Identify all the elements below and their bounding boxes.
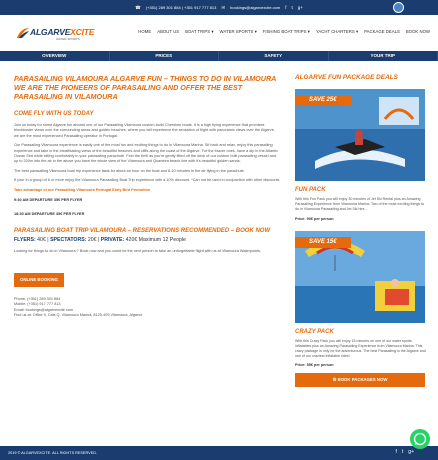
- fun-pack-description: With this Fun Pack you will enjoy 30 minutes of Jet Ski Rental plus an Amazing Parasailing Experience from Vilamoura Marina. Two of the most exciting things to do in Vilamoura Parasailing and Jet Ski hire...: [295, 197, 425, 212]
- group-discount-paragraph: If your in a group of 6 or more enjoy the Vilamoura Parasailing Boat Trip experience with a 10% discount. *Can not be used in conjunction with other discounts: [14, 178, 280, 183]
- logo-text-b: XCITE: [70, 27, 95, 37]
- main-nav: [138, 29, 430, 35]
- twitter-icon[interactable]: t: [401, 449, 404, 455]
- fun-pack-image[interactable]: [295, 89, 425, 181]
- fun-pack-name[interactable]: FUN PACK: [295, 187, 326, 193]
- tab-your-trip[interactable]: YOUR TRIP: [329, 51, 438, 61]
- crazy-pack-image[interactable]: [295, 231, 425, 323]
- page-title: PARASAILING VILAMOURA ALGARVE FUN – THINGS TO DO IN VILAMOURA WE ARE THE PIONEERS OF PARASAILING AND OFFER THE BEST PARASAILING IN VILAMOURA: [14, 74, 277, 101]
- nav-about-us[interactable]: ABOUT US: [157, 29, 180, 34]
- chevron-down-icon: ▾: [211, 29, 214, 34]
- site-logo[interactable]: [16, 25, 98, 41]
- crazy-pack-description: With this Crazy Pack you will enjoy 15 minutes on one of our water sports inflatables plus an Amazing Parasailing Experience from Vilamoura Marina. This crazy package is only for the adventurous. The best Parasailing in the Algarve and one of our craziest inflatable rides!: [295, 338, 426, 359]
- google-plus-icon[interactable]: g+: [408, 449, 414, 455]
- chevron-down-icon: ▾: [254, 29, 257, 34]
- footer-social: [396, 449, 414, 455]
- contact-phone: Phone: (+351) 289 301 884: [14, 296, 61, 301]
- whatsapp-icon: [410, 429, 430, 449]
- mail-icon: ✉: [221, 4, 226, 10]
- departure-evening: 18:30 AM DEPARTURE 35€ PER FLYER: [14, 212, 85, 217]
- twitter-icon[interactable]: t: [291, 5, 293, 10]
- top-bar: [0, 0, 438, 15]
- phone-icon: ☎: [135, 4, 141, 10]
- early-bird-link[interactable]: Take advantage of our Parasailing Vilamoura Portugal Early Bird Promotion: [14, 187, 151, 192]
- online-booking-button[interactable]: ONLINE BOOKING: [14, 273, 64, 287]
- nav-water-sports[interactable]: WATER SPORTS ▾: [219, 29, 257, 34]
- trip-heading: PARASAILING BOAT TRIP VILAMOURA – RESERVATIONS RECOMMENDED – BOOK NOW: [14, 228, 271, 235]
- contact-mobile: Mobile: (+351) 917 777 813: [14, 302, 61, 307]
- duration-paragraph: The best parasailing Vilamoura boat trip experience lasts for about an hour on the boat and 8-10 minutes in the air flying in the parachute.: [14, 168, 245, 173]
- departure-morning: 9:30 AM DEPARTURE 35€ PER FLYER: [14, 197, 83, 202]
- topbar-email[interactable]: bookings@algarvexcite.com: [230, 5, 281, 10]
- crazy-pack-save-badge: SAVE 15€: [295, 237, 351, 248]
- fun-pack-save-badge: SAVE 25€: [295, 95, 351, 106]
- chevron-down-icon: ▾: [355, 29, 359, 34]
- language-globe-icon[interactable]: [393, 2, 404, 13]
- copyright: 2019 © ALGARVEXCITE. ALL RIGHTS RESERVED.: [8, 451, 98, 455]
- nav-book-now[interactable]: BOOK NOW: [405, 29, 430, 34]
- fun-pack-price: Price: 90€ per person: [295, 216, 334, 221]
- chevron-down-icon: ▾: [307, 29, 310, 34]
- section-tabs: [0, 51, 438, 61]
- tab-safety[interactable]: SAFETY: [219, 51, 329, 61]
- contact-email[interactable]: Email: bookings@algarvexcite.com: [14, 307, 74, 312]
- google-plus-icon[interactable]: g+: [297, 5, 303, 10]
- logo-swoosh-icon: [16, 26, 30, 40]
- logo-text-a: ALGARVE: [30, 27, 71, 37]
- crazy-pack-name[interactable]: CRAZY PACK: [295, 328, 334, 335]
- book-packages-button[interactable]: ⚙ BOOK PACKAGES NOW: [295, 373, 425, 387]
- whatsapp-chat-button[interactable]: [410, 429, 430, 449]
- cart-icon: ⚙: [332, 377, 337, 383]
- nav-package-deals[interactable]: PACKAGE DEALS: [364, 29, 400, 34]
- tab-prices[interactable]: PRICES: [110, 51, 220, 61]
- book-now-paragraph: Looking for things to do in Vilamoura ? Book now and you could be the next person to take an unforgettable flight with us at Vilamoura Waterpoints.: [14, 249, 262, 254]
- nav-home[interactable]: HOME: [138, 29, 152, 34]
- facebook-icon[interactable]: f: [285, 5, 287, 10]
- contact-address: Find us at: Office 5, Cais Q, Vilamoura Marina, 8125-409 Vilamoura, Algarve: [14, 313, 143, 318]
- price-summary: FLYERS: 40€ | SPECTATORS: 20€ | PRIVATE: 420€ Maximum 12 People: [14, 237, 186, 244]
- sidebar-title: ALGARVE FUN PACKAGE DEALS: [295, 74, 398, 81]
- site-footer: [0, 446, 438, 460]
- site-header: [0, 15, 438, 51]
- intro-paragraph: Join us today for some Algarve fun aboard one of our Parasailing Vilamoura custom-build Cherokee boats. It is a high flying experience that promises blockbuster views over the surrounding areas and golden beaches, where you will experience the sensation of flight with panoramic views over the Algarve, we are the most experienced Parasailing operator in Portugal.: [14, 123, 275, 138]
- fly-heading: COME FLY WITH US TODAY: [14, 111, 94, 117]
- facebook-icon[interactable]: f: [395, 449, 397, 455]
- package-sidebar: [295, 74, 427, 387]
- experience-paragraph: Our Parasailing Vilamoura experience is easily one of the most fun and exciting things to do in Vilamoura Marina. Sit back and relax, enjoy this parasailing experience and take in the breathtaking views of the beautiful beaches and cliffs along the coast of the Algarve. For the braver ones, have a dip in the Atlantic Ocean Sea while sitting comfortably in your parasailing parachute. Feel the thrill as you're gently lifted off the deck of our custom built parasailing vessel and up to 200m into the air in the above you have the whole view of the Vilamoura and Quarteira beach line with it's beautiful golden sands.: [14, 143, 278, 164]
- nav-fishing-boat-trips[interactable]: FISHING BOAT TRIPS ▾: [262, 29, 310, 34]
- tab-overview[interactable]: OVERVIEW: [0, 51, 110, 61]
- topbar-phone[interactable]: (+351) 289 301 884 | +351 917 777 813: [145, 5, 217, 10]
- main-content: [14, 74, 280, 319]
- nav-yacht-charters[interactable]: YACHT CHARTERS ▾: [315, 29, 359, 34]
- nav-boat-trips[interactable]: BOAT TRIPS ▾: [185, 29, 214, 34]
- logo-tagline: WATER SPORTS: [56, 37, 80, 41]
- crazy-pack-price: Price: 55€ per person: [295, 363, 334, 368]
